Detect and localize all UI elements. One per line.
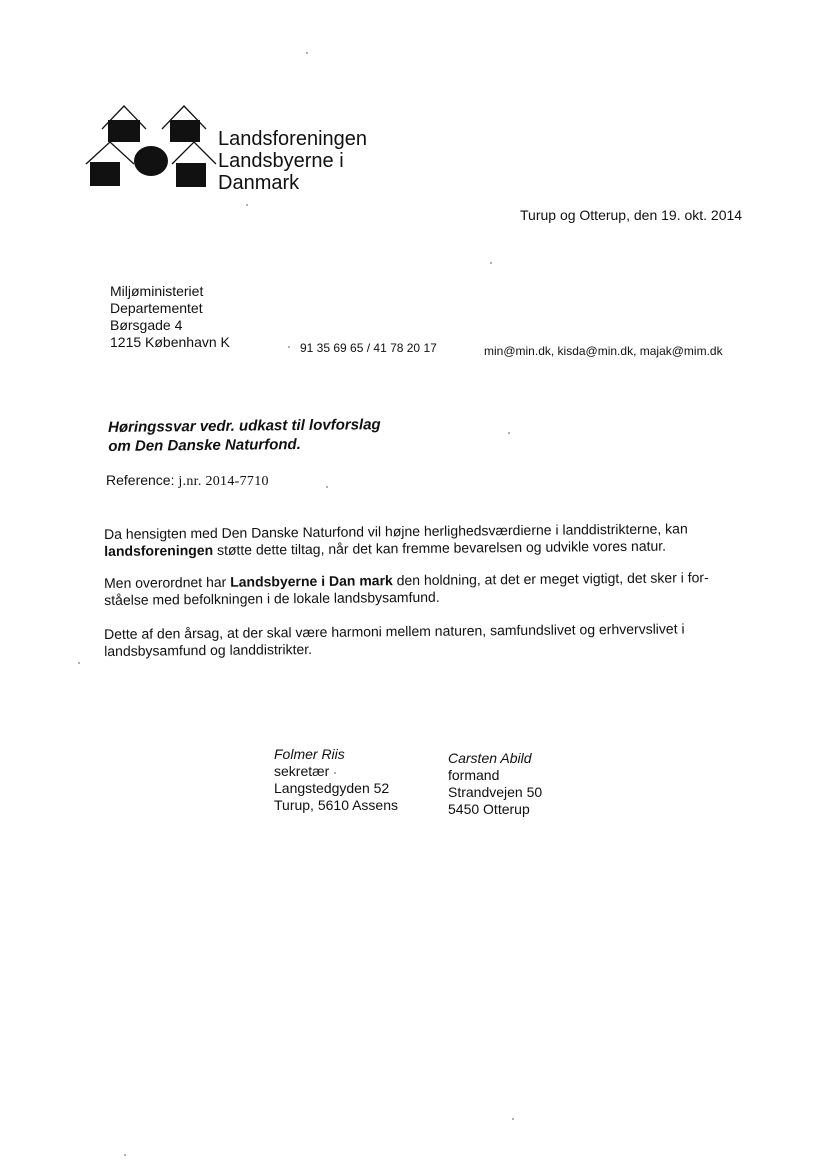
scan-speck (246, 204, 248, 206)
signatory-2-name: Carsten Abild (448, 750, 532, 766)
signatory-2-street: Strandvejen 50 (448, 784, 543, 800)
scan-speck (508, 432, 510, 434)
signatory-1-name: Folmer Riis (274, 746, 345, 762)
organization-name (218, 128, 367, 194)
paragraph-2-bold: Landsbyerne i Dan mark (230, 572, 393, 590)
paragraph-3-line-1: Dette af den årsag, at der skal være harmoni mellem naturen, samfundslivet og erhvervslivet i (104, 620, 685, 642)
paragraph-2-start: Men overordnet har (104, 573, 231, 591)
subject-heading (108, 415, 381, 456)
subject-line2: om Den Danske Naturfond. (108, 435, 301, 455)
signatory-1-title: sekretær (274, 763, 330, 779)
scan-speck (334, 772, 336, 774)
reference-number: j.nr. 2014-7710 (178, 474, 269, 489)
phone-numbers: 91 35 69 65 / 41 78 20 17 (300, 341, 437, 355)
signatory-2-title: formand (448, 767, 500, 783)
body-paragraph-2 (104, 569, 744, 609)
scan-speck (124, 1154, 126, 1156)
recipient-line3: Børsgade 4 (110, 317, 183, 333)
recipient-address (110, 283, 230, 351)
paragraph-1-line-2-rest: støtte dette tiltag, når det kan fremme bevarelsen og udvikle vores natur. (213, 537, 667, 558)
scan-speck (306, 52, 308, 54)
scan-speck (78, 662, 80, 664)
paragraph-1-line-1: Da hensigten med Den Danske Naturfond vil højne herlighedsværdierne i landdistrikterne, kan (104, 520, 688, 542)
scan-speck (512, 1118, 514, 1120)
email-addresses: min@min.dk, kisda@min.dk, majak@mim.dk (484, 344, 723, 358)
signatory-2-city: 5450 Otterup (448, 801, 530, 817)
recipient-line1: Miljøministeriet (110, 283, 204, 299)
org-name-line1: Landsforeningen (218, 128, 368, 150)
date-line: Turup og Otterup, den 19. okt. 2014 (520, 207, 743, 223)
body-paragraph-1 (104, 520, 744, 560)
recipient-line4: 1215 København K (110, 334, 230, 350)
paragraph-3-line-2: landsbysamfund og landdistrikter. (104, 641, 313, 659)
org-name-line3: Danmark (218, 172, 300, 194)
scan-speck (288, 346, 290, 348)
subject-line1: Høringssvar vedr. udkast til lovforslag (108, 416, 381, 436)
signatory-1-street: Langstedgyden 52 (274, 780, 390, 796)
scan-speck (490, 262, 492, 264)
scan-speck (326, 486, 328, 488)
signatory-1 (274, 746, 398, 814)
paragraph-2-line-1-rest: den holdning, at det er meget vigtigt, det sker i for- (392, 569, 709, 589)
signatory-1-city: Turup, 5610 Assens (274, 797, 399, 813)
recipient-line2: Departementet (110, 300, 203, 316)
org-name-line2: Landsbyerne i (218, 150, 344, 172)
body-paragraph-3 (104, 620, 744, 660)
reference-line (106, 472, 269, 490)
paragraph-2-line-2: ståelse med befolkningen i de lokale landsbysamfund. (104, 588, 440, 608)
signatory-2 (448, 750, 542, 818)
paragraph-1-bold: landsforeningen (104, 541, 214, 559)
reference-label: Reference: (106, 472, 175, 488)
